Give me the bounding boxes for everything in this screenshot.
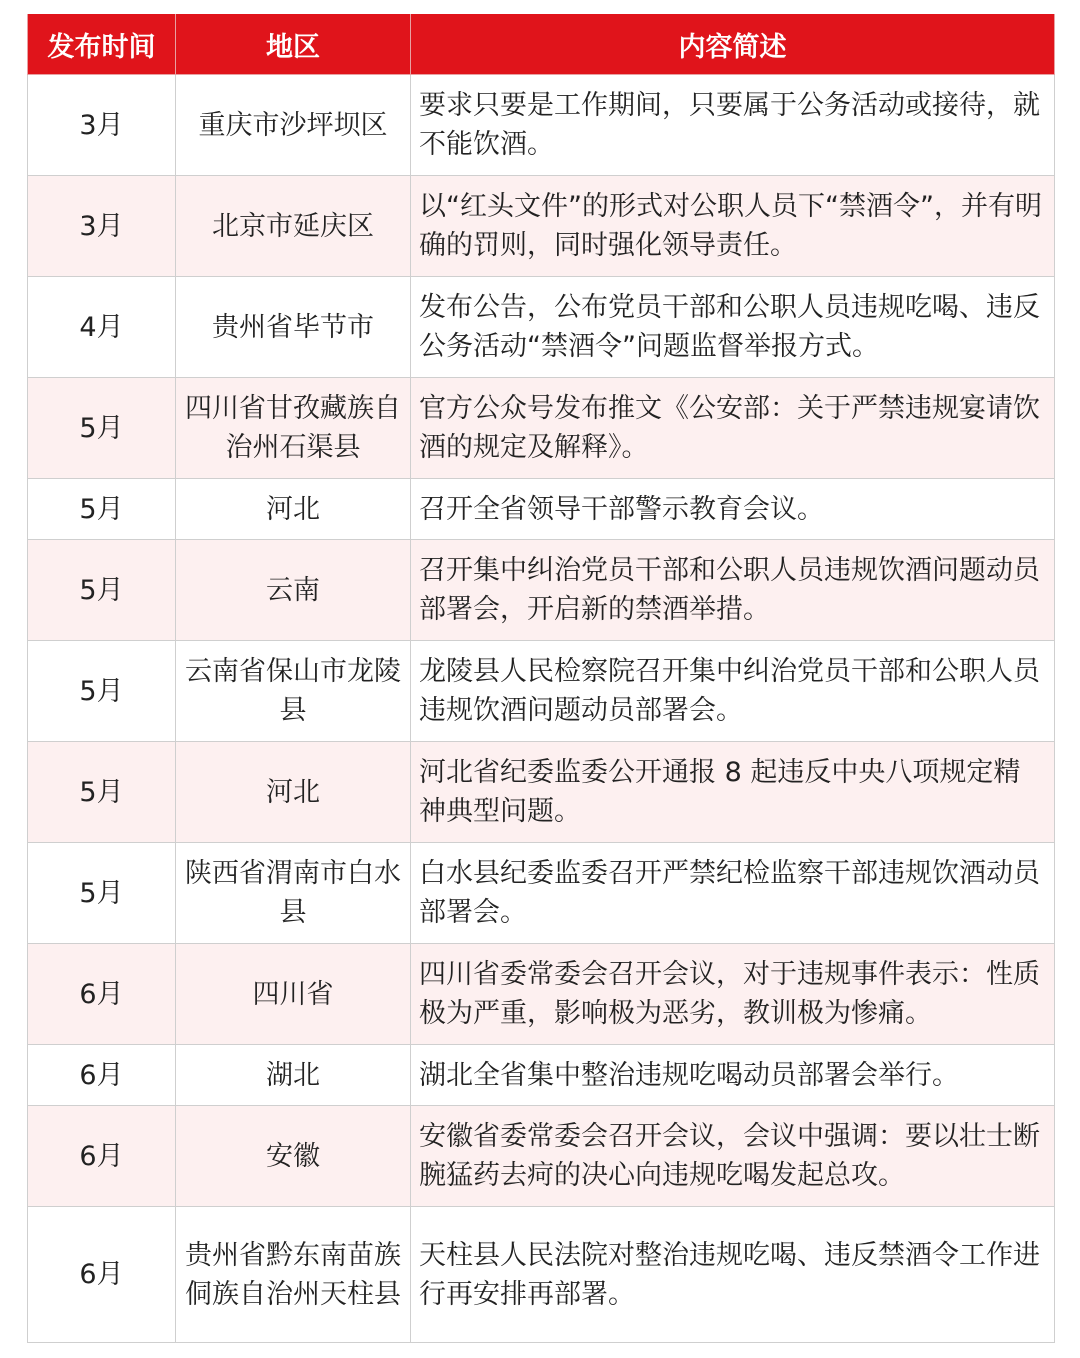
description-cell: 安徽省委常委会召开会议，会议中强调：要以壮士断腕猛药去疴的决心向违规吃喝发起总攻。 <box>411 1106 1055 1207</box>
description-cell: 召开集中纠治党员干部和公职人员违规饮酒问题动员部署会，开启新的禁酒举措。 <box>411 540 1055 641</box>
header-description: 内容简述 <box>411 14 1055 75</box>
date-cell: 3月 <box>28 176 176 277</box>
table-body <box>28 75 1055 1343</box>
description-cell: 以“红头文件”的形式对公职人员下“禁酒令”，并有明确的罚则，同时强化领导责任。 <box>411 176 1055 277</box>
region-cell: 陕西省渭南市白水县 <box>176 843 411 944</box>
date-cell: 6月 <box>28 1106 176 1207</box>
description-cell: 天柱县人民法院对整治违规吃喝、违反禁酒令工作进行再安排再部署。 <box>411 1207 1055 1343</box>
table-row <box>28 1106 1055 1207</box>
date-cell: 3月 <box>28 75 176 176</box>
date-cell: 6月 <box>28 1207 176 1343</box>
description-cell: 白水县纪委监委召开严禁纪检监察干部违规饮酒动员部署会。 <box>411 843 1055 944</box>
description-cell: 湖北全省集中整治违规吃喝动员部署会举行。 <box>411 1045 1055 1106</box>
header-row <box>28 14 1055 75</box>
alcohol-ban-events-table <box>27 14 1055 1343</box>
region-cell: 河北 <box>176 479 411 540</box>
table-row <box>28 479 1055 540</box>
table-row <box>28 75 1055 176</box>
table-row <box>28 378 1055 479</box>
region-cell: 贵州省黔东南苗族侗族自治州天柱县 <box>176 1207 411 1343</box>
description-cell: 召开全省领导干部警示教育会议。 <box>411 479 1055 540</box>
region-cell: 重庆市沙坪坝区 <box>176 75 411 176</box>
region-cell: 北京市延庆区 <box>176 176 411 277</box>
table-row <box>28 1207 1055 1343</box>
region-cell: 四川省甘孜藏族自治州石渠县 <box>176 378 411 479</box>
page-top-band <box>0 0 1080 14</box>
date-cell: 6月 <box>28 944 176 1045</box>
table-row <box>28 641 1055 742</box>
date-cell: 5月 <box>28 378 176 479</box>
description-cell: 发布公告，公布党员干部和公职人员违规吃喝、违反公务活动“禁酒令”问题监督举报方式。 <box>411 277 1055 378</box>
date-cell: 5月 <box>28 742 176 843</box>
table-row <box>28 742 1055 843</box>
region-cell: 安徽 <box>176 1106 411 1207</box>
header-date: 发布时间 <box>28 14 176 75</box>
description-cell: 龙陵县人民检察院召开集中纠治党员干部和公职人员违规饮酒问题动员部署会。 <box>411 641 1055 742</box>
description-cell: 要求只要是工作期间，只要属于公务活动或接待，就不能饮酒。 <box>411 75 1055 176</box>
table-row <box>28 176 1055 277</box>
table-row <box>28 843 1055 944</box>
date-cell: 5月 <box>28 540 176 641</box>
header-region: 地区 <box>176 14 411 75</box>
table-row <box>28 277 1055 378</box>
date-cell: 5月 <box>28 479 176 540</box>
region-cell: 四川省 <box>176 944 411 1045</box>
region-cell: 湖北 <box>176 1045 411 1106</box>
date-cell: 4月 <box>28 277 176 378</box>
date-cell: 5月 <box>28 641 176 742</box>
table-header <box>28 14 1055 75</box>
region-cell: 河北 <box>176 742 411 843</box>
date-cell: 6月 <box>28 1045 176 1106</box>
table-row <box>28 1045 1055 1106</box>
table-row <box>28 944 1055 1045</box>
table-row <box>28 540 1055 641</box>
description-cell: 河北省纪委监委公开通报 8 起违反中央八项规定精神典型问题。 <box>411 742 1055 843</box>
description-cell: 四川省委常委会召开会议，对于违规事件表示：性质极为严重，影响极为恶劣，教训极为惨痛。 <box>411 944 1055 1045</box>
region-cell: 贵州省毕节市 <box>176 277 411 378</box>
description-cell: 官方公众号发布推文《公安部：关于严禁违规宴请饮酒的规定及解释》。 <box>411 378 1055 479</box>
region-cell: 云南 <box>176 540 411 641</box>
date-cell: 5月 <box>28 843 176 944</box>
region-cell: 云南省保山市龙陵县 <box>176 641 411 742</box>
